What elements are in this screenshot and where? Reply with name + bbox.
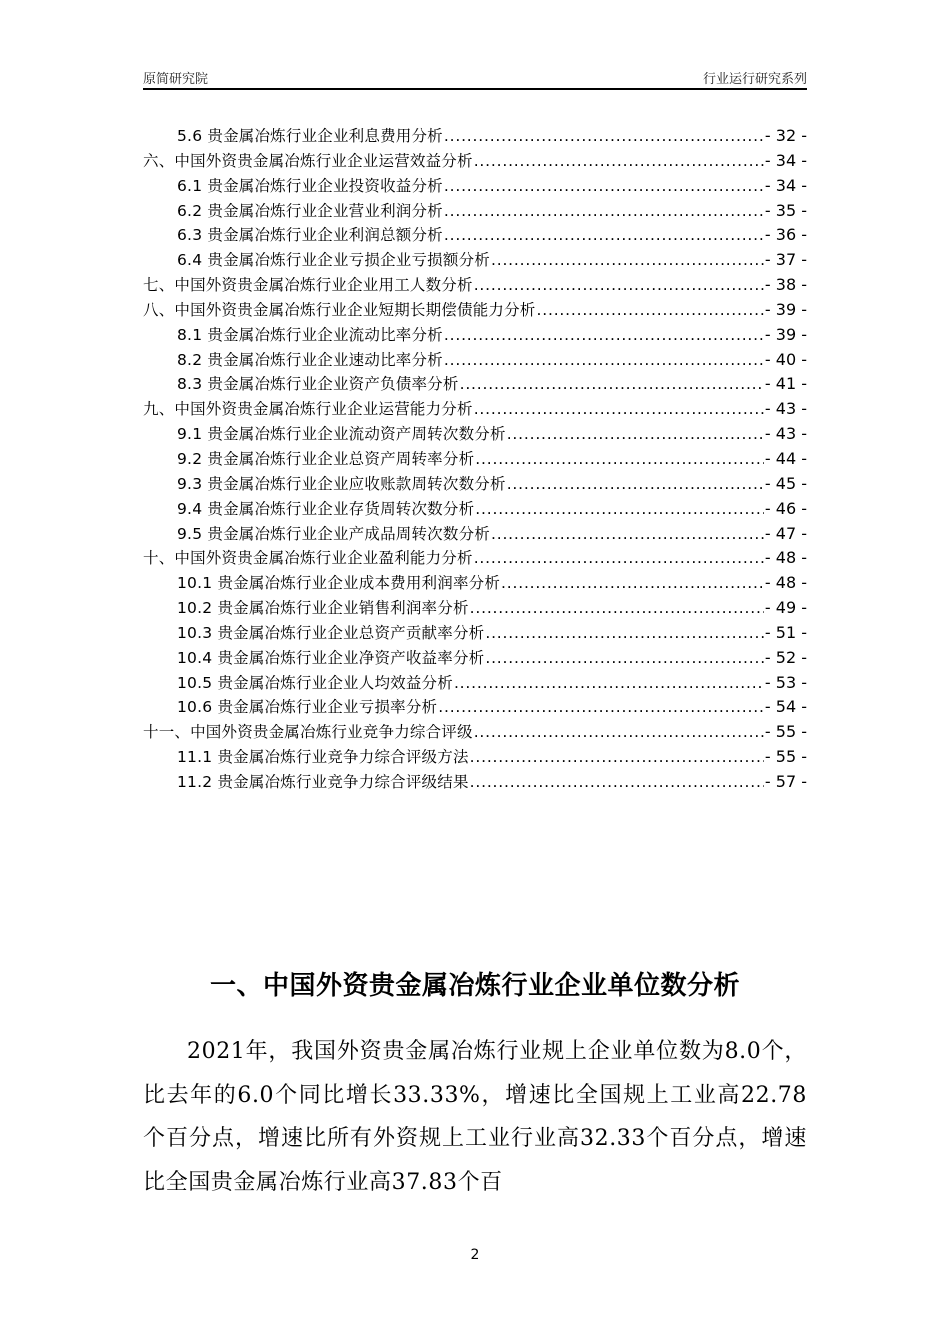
toc-entry-title: 8.1 贵金属冶炼行业企业流动比率分析: [177, 325, 443, 344]
toc-entry[interactable]: [143, 472, 807, 497]
toc-entry[interactable]: [143, 248, 807, 273]
toc-entry-page: - 54 -: [764, 697, 807, 717]
toc-entry-page: - 45 -: [764, 473, 807, 493]
section-heading: 一、中国外资贵金属冶炼行业企业单位数分析: [209, 971, 740, 1002]
toc-entry[interactable]: [143, 546, 807, 571]
page-number: 2: [470, 1247, 480, 1263]
toc-entry[interactable]: [143, 124, 807, 149]
toc-entry-title: 9.2 贵金属冶炼行业企业总资产周转率分析: [177, 449, 475, 468]
toc-entry[interactable]: [143, 596, 807, 621]
toc-entry-title: 6.3 贵金属冶炼行业企业利润总额分析: [177, 226, 443, 245]
toc-dot-leader: [491, 248, 764, 273]
toc-entry-page: - 32 -: [764, 126, 807, 145]
toc-entry-title: 8.3 贵金属冶炼行业企业资产负债率分析: [177, 375, 459, 394]
toc-entry-page: - 35 -: [764, 200, 807, 220]
toc-entry[interactable]: [143, 422, 807, 447]
toc-entry-page: - 51 -: [764, 622, 807, 642]
toc-entry-page: - 37 -: [764, 250, 807, 270]
toc-entry-title: 十一、中国外资贵金属冶炼行业竞争力综合评级: [143, 723, 473, 742]
toc-entry-title: 七、中国外资贵金属冶炼行业企业用工人数分析: [143, 276, 473, 295]
toc-entry-page: - 46 -: [764, 498, 807, 518]
toc-entry-page: - 47 -: [764, 523, 807, 543]
toc-entry-title: 6.4 贵金属冶炼行业企业亏损企业亏损额分析: [177, 251, 490, 270]
toc-dot-leader: [444, 174, 764, 199]
toc-dot-leader: [470, 745, 764, 770]
toc-entry-title: 9.3 贵金属冶炼行业企业应收账款周转次数分析: [177, 474, 506, 493]
toc-entry[interactable]: [143, 149, 807, 174]
toc-entry-page: - 43 -: [764, 424, 807, 444]
toc-entry-page: - 39 -: [764, 299, 807, 319]
toc-entry-page: - 48 -: [764, 548, 807, 568]
header-series-title: 行业运行研究系列: [702, 72, 807, 87]
toc-entry-title: 9.5 贵金属冶炼行业企业产成品周转次数分析: [177, 524, 490, 543]
toc-entry-page: - 43 -: [764, 399, 807, 419]
toc-dot-leader: [454, 671, 764, 696]
page-header: [143, 64, 807, 90]
toc-entry-title: 11.2 贵金属冶炼行业竞争力综合评级结果: [177, 772, 469, 791]
toc-entry-title: 10.4 贵金属冶炼行业企业净资产收益率分析: [177, 648, 485, 667]
toc-entry-page: - 57 -: [764, 771, 807, 791]
table-of-contents: [143, 124, 807, 795]
toc-dot-leader: [460, 372, 764, 397]
toc-entry[interactable]: [143, 348, 807, 373]
toc-dot-leader: [444, 348, 764, 373]
toc-entry[interactable]: [143, 323, 807, 348]
toc-dot-leader: [474, 397, 764, 422]
toc-entry[interactable]: [143, 497, 807, 522]
toc-entry-title: 6.2 贵金属冶炼行业企业营业利润分析: [177, 201, 443, 220]
toc-entry[interactable]: [143, 372, 807, 397]
toc-dot-leader: [474, 149, 764, 174]
toc-dot-leader: [485, 621, 764, 646]
toc-entry-title: 10.1 贵金属冶炼行业企业成本费用利润率分析: [177, 574, 501, 593]
toc-entry-title: 9.4 贵金属冶炼行业企业存货周转次数分析: [177, 499, 475, 518]
toc-entry[interactable]: [143, 397, 807, 422]
toc-dot-leader: [491, 522, 764, 547]
toc-entry-page: - 44 -: [764, 448, 807, 468]
toc-entry[interactable]: [143, 273, 807, 298]
toc-entry[interactable]: [143, 447, 807, 472]
toc-entry[interactable]: [143, 695, 807, 720]
toc-entry-page: - 48 -: [764, 573, 807, 593]
toc-entry[interactable]: [143, 646, 807, 671]
toc-dot-leader: [438, 695, 764, 720]
toc-entry-title: 6.1 贵金属冶炼行业企业投资收益分析: [177, 176, 443, 195]
body-paragraph: 2021年，我国外资贵金属冶炼行业规上企业单位数为8.0个，比去年的6.0个同比增长33.33%，增速比全国规上工业高22.78个百分点，增速比所有外资规上工业行业高32.33个百分点，增速比全国贵金属冶炼行业高37.83个百: [143, 1039, 807, 1195]
toc-entry[interactable]: [143, 671, 807, 696]
toc-entry[interactable]: [143, 174, 807, 199]
toc-dot-leader: [507, 472, 764, 497]
toc-entry-title: 9.1 贵金属冶炼行业企业流动资产周转次数分析: [177, 425, 506, 444]
toc-dot-leader: [470, 596, 764, 621]
toc-entry-page: - 40 -: [764, 349, 807, 369]
toc-dot-leader: [507, 422, 764, 447]
toc-entry-title: 10.5 贵金属冶炼行业企业人均效益分析: [177, 673, 453, 692]
toc-entry[interactable]: [143, 621, 807, 646]
toc-entry[interactable]: [143, 745, 807, 770]
toc-entry-page: - 39 -: [764, 324, 807, 344]
toc-dot-leader: [474, 273, 764, 298]
toc-dot-leader: [444, 223, 764, 248]
toc-dot-leader: [444, 199, 764, 224]
toc-dot-leader: [474, 546, 764, 571]
toc-entry-title: 10.3 贵金属冶炼行业企业总资产贡献率分析: [177, 623, 485, 642]
toc-entry-page: - 52 -: [764, 647, 807, 667]
toc-entry-page: - 55 -: [764, 747, 807, 767]
toc-dot-leader: [474, 720, 764, 745]
toc-entry-page: - 34 -: [764, 175, 807, 195]
toc-entry-title: 十、中国外资贵金属冶炼行业企业盈利能力分析: [143, 549, 473, 568]
toc-entry-title: 10.6 贵金属冶炼行业企业亏损率分析: [177, 698, 438, 717]
toc-entry[interactable]: [143, 223, 807, 248]
toc-dot-leader: [444, 124, 764, 149]
toc-entry-page: - 41 -: [764, 374, 807, 394]
toc-dot-leader: [475, 497, 764, 522]
toc-entry-title: 九、中国外资贵金属冶炼行业企业运营能力分析: [143, 400, 473, 419]
toc-entry[interactable]: [143, 720, 807, 745]
toc-entry-page: - 38 -: [764, 275, 807, 295]
toc-entry-title: 10.2 贵金属冶炼行业企业销售利润率分析: [177, 599, 469, 618]
toc-entry-title: 六、中国外资贵金属冶炼行业企业运营效益分析: [143, 151, 473, 170]
header-organization: 原简研究院: [143, 72, 209, 87]
toc-entry-page: - 53 -: [764, 672, 807, 692]
toc-dot-leader: [485, 646, 764, 671]
toc-entry[interactable]: [143, 571, 807, 596]
toc-dot-leader: [537, 298, 764, 323]
toc-dot-leader: [470, 770, 764, 795]
toc-dot-leader: [444, 323, 764, 348]
toc-entry[interactable]: [143, 770, 807, 795]
toc-entry[interactable]: [143, 298, 807, 323]
toc-entry-page: - 36 -: [764, 225, 807, 245]
toc-entry-title: 11.1 贵金属冶炼行业竞争力综合评级方法: [177, 748, 469, 767]
toc-dot-leader: [475, 447, 764, 472]
toc-entry[interactable]: [143, 522, 807, 547]
toc-entry-page: - 34 -: [764, 150, 807, 170]
toc-entry-title: 8.2 贵金属冶炼行业企业速动比率分析: [177, 350, 443, 369]
toc-entry-title: 八、中国外资贵金属冶炼行业企业短期长期偿债能力分析: [143, 300, 536, 319]
toc-entry-page: - 55 -: [764, 722, 807, 742]
toc-entry-title: 5.6 贵金属冶炼行业企业利息费用分析: [177, 127, 443, 145]
toc-entry-page: - 49 -: [764, 598, 807, 618]
toc-entry[interactable]: [143, 199, 807, 224]
toc-dot-leader: [501, 571, 764, 596]
